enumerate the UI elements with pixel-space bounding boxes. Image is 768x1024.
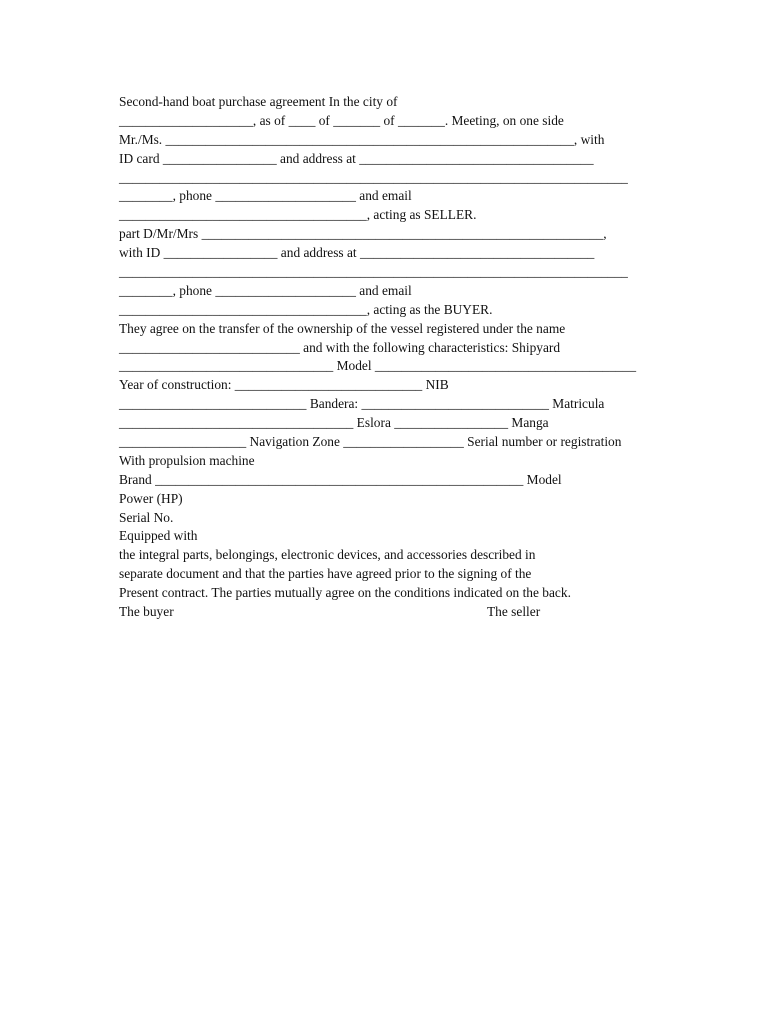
text-line: Present contract. The parties mutually agree on the conditions indicated on the back. [119,585,571,601]
text-line: separate document and that the parties have agreed prior to the signing of the [119,566,532,582]
text-line: _____________________________________, acting as SELLER. [119,207,477,223]
text-line: ________, phone _____________________ and email [119,188,412,204]
text-line: Mr./Ms. _____________________________________________________________, with [119,131,605,147]
text-line: Equipped with [119,528,198,544]
buyer-signature-label: The buyer [119,604,174,620]
text-line: ___________________ Navigation Zone __________________ Serial number or registration [119,434,622,450]
text-line: ____________________________ Bandera: ____________________________ Matricula [119,396,605,412]
text-line: ____________________________________________________________________________ [119,169,628,185]
text-line: part D/Mr/Mrs ____________________________________________________________, [119,226,607,242]
text-line: ___________________________________ Eslora _________________ Manga [119,415,549,431]
signature-row [119,603,679,622]
text-line: the integral parts, belongings, electronic devices, and accessories described in [119,547,536,563]
text-line: ___________________________ and with the following characteristics: Shipyard [119,339,561,355]
seller-signature-label: The seller [487,604,541,620]
text-line: Brand _______________________________________________________ Model [119,471,562,487]
text-line: ________________________________ Model _______________________________________ [119,358,637,374]
agreement-text [119,93,679,622]
text-line: ____________________________________________________________________________ [119,264,628,280]
text-line: Second-hand boat purchase agreement In the city of [119,94,398,109]
text-line: ____________________, as of ____ of _______ of _______. Meeting, on one side [119,112,564,128]
text-line: ________, phone _____________________ and email [119,282,412,298]
text-line: with ID _________________ and address at ___________________________________ [119,245,595,261]
text-line: They agree on the transfer of the ownership of the vessel registered under the name [119,320,566,336]
text-line: Power (HP) [119,490,183,506]
text-line: With propulsion machine [119,452,255,468]
text-line: ID card _________________ and address at ___________________________________ [119,150,594,166]
text-line: Serial No. [119,509,174,525]
text-line: Year of construction: ____________________________ NIB [119,377,449,393]
text-line: _____________________________________, acting as the BUYER. [119,301,493,317]
